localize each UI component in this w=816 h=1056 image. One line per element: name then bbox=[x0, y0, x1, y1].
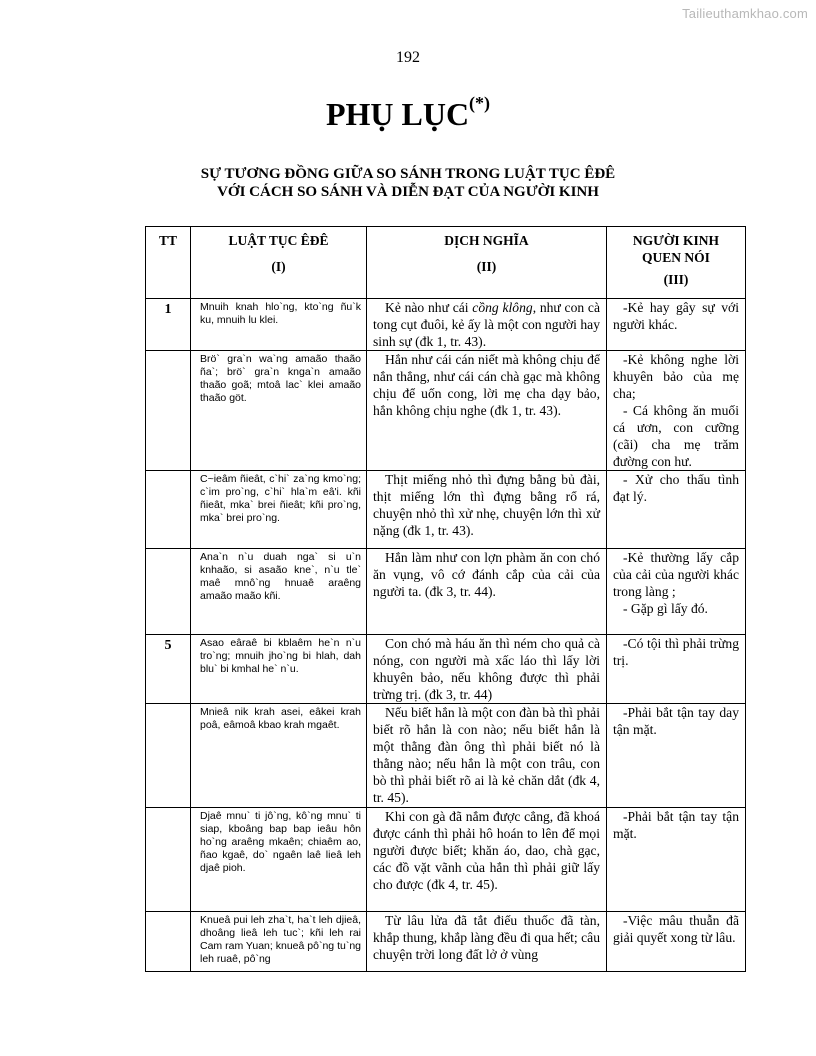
subtitle-line-2: VỚI CÁCH SO SÁNH VÀ DIỄN ĐẠT CỦA NGƯỜI KINH bbox=[217, 184, 599, 200]
row-number bbox=[146, 351, 191, 471]
kinh-phrase: -Phải bắt tận tay day tận mặt. bbox=[613, 705, 739, 737]
kinh-cell bbox=[607, 635, 746, 704]
kinh-phrase: - Gặp gì lấy đó. bbox=[623, 601, 708, 616]
kinh-phrase: -Phải bắt tận tay tận mặt. bbox=[613, 809, 739, 841]
kinh-phrase: -Kẻ không nghe lời khuyên bảo của mẹ cha; bbox=[613, 352, 739, 401]
ede-text: Mnuih knah hlo`ng, kto`ng ñu`k ku, mnuih lu klei. bbox=[191, 299, 367, 351]
translation-text: Khi con gà đã nắm được cẳng, đã khoá được cánh thì phải hô hoán to lên để mọi người được biết; khăn áo, dao, chà gạc, các đồ vặt vãnh của hắn thì phải giữ lấy cho được (đk 4, tr. 45). bbox=[373, 809, 600, 892]
page-number: 192 bbox=[396, 49, 420, 66]
comparison-table bbox=[145, 226, 746, 972]
table-row bbox=[146, 351, 746, 471]
kinh-phrase: -Việc mâu thuẫn đã giải quyết xong từ lâu. bbox=[613, 913, 739, 945]
header-ede bbox=[191, 227, 367, 299]
translation-cell bbox=[367, 635, 607, 704]
kinh-cell bbox=[607, 549, 746, 635]
translation-cell bbox=[367, 704, 607, 808]
subtitle bbox=[0, 165, 816, 201]
kinh-phrase: -Kẻ thường lấy cắp của cải của người khác trong làng ; bbox=[613, 550, 739, 599]
translation-emphasis: cồng klông bbox=[472, 300, 533, 315]
table-row bbox=[146, 471, 746, 549]
title-footnote-mark: (*) bbox=[469, 93, 491, 114]
ede-text: Knueâ pui leh zha`t, ha`t leh djieâ, dhoâng lieâ leh tuc`; kñi leh rai Cam ram Yuan; knueâ pô`ng tu`ng leh ruaê, pô`ng bbox=[191, 912, 367, 972]
translation-cell bbox=[367, 549, 607, 635]
table-row bbox=[146, 808, 746, 912]
kinh-phrase: -Kẻ hay gây sự với người khác. bbox=[613, 300, 739, 332]
translation-text: Từ lâu lửa đã tắt điếu thuốc đã tàn, khắp thung, khắp làng đều đi qua hết; câu chuyện trời long đất lở ở vùng bbox=[373, 913, 600, 962]
kinh-cell bbox=[607, 808, 746, 912]
page-title bbox=[0, 93, 816, 133]
row-number bbox=[146, 808, 191, 912]
kinh-phrase: -Có tội thì phải trừng trị. bbox=[613, 636, 739, 668]
translation-text: Con chó mà háu ăn thì ném cho quả cà nóng, con người mà xấc láo thì lấy lời khuyên bảo, nếu không được thì phải trừng trị. (đk 3, tr. 44) bbox=[373, 636, 600, 702]
kinh-phrase: - Cá không ăn muối cá ươn, con cưỡng (cãi) cha mẹ trăm đường con hư. bbox=[613, 403, 739, 469]
translation-cell bbox=[367, 808, 607, 912]
translation-text: Kẻ nào như cái bbox=[385, 300, 473, 315]
translation-cell bbox=[367, 471, 607, 549]
kinh-cell bbox=[607, 351, 746, 471]
header-dich-label: DỊCH NGHĨA bbox=[444, 233, 529, 248]
ede-text: Mnieâ nik krah asei, eâkei krah poâ, eâmoâ kbao krah mgaêt. bbox=[191, 704, 367, 808]
table-row bbox=[146, 549, 746, 635]
translation-cell bbox=[367, 351, 607, 471]
header-tt-label: TT bbox=[158, 233, 177, 248]
row-number bbox=[146, 912, 191, 972]
translation-cell bbox=[367, 299, 607, 351]
table-header-row bbox=[146, 227, 746, 299]
table-row bbox=[146, 912, 746, 972]
row-number bbox=[146, 704, 191, 808]
translation-text: Hắn như cái cán niết mà không chịu để nắn thẳng, như cái cán chà gạc mà không chịu để uốn cong, lời mẹ cha dạy bảo, hắn không chịu nghe (đk 1, tr. 43). bbox=[373, 352, 600, 418]
translation-text: Hắn làm như con lợn phàm ăn con chó ăn vụng, vô cớ đánh cắp của cải của người ta. (đk 3, tr. 44). bbox=[373, 550, 600, 599]
header-kinh bbox=[607, 227, 746, 299]
ede-text: Ana`n n`u duah nga` si u`n knhaão, si asaão kne`, n`u tle` maê mnô`ng hnuaê araêng amaão maão kñi. bbox=[191, 549, 367, 635]
header-kinh-roman: (III) bbox=[663, 272, 689, 287]
ede-text: Asao eârаê bi kblaêm he`n n`u tro`ng; mnuih jho`ng bi hlah, dah blu` bi kmhal he` n`u. bbox=[191, 635, 367, 704]
watermark: Tailieuthamkhao.com bbox=[682, 6, 808, 21]
translation-text: Thịt miếng nhỏ thì đựng bằng bủ đài, thịt miếng lớn thì đựng bằng rổ rá, chuyện nhỏ thì xử nhẹ, chuyện lớn thì xử nặng (đk 1, tr. 43). bbox=[373, 472, 600, 538]
table-row bbox=[146, 635, 746, 704]
header-dich bbox=[367, 227, 607, 299]
subtitle-line-1: SỰ TƯƠNG ĐỒNG GIỮA SO SÁNH TRONG LUẬT TỤC ÊĐÊ bbox=[200, 166, 616, 182]
kinh-cell bbox=[607, 704, 746, 808]
ede-text: Brö` gra`n wa`ng amaão thaão ña`; brö` gra`n knga`n amaão thaão goã; mtoâ lac` klei amaão thaão göt. bbox=[191, 351, 367, 471]
row-number: 1 bbox=[146, 299, 191, 351]
table-row bbox=[146, 299, 746, 351]
row-number bbox=[146, 549, 191, 635]
header-dich-roman: (II) bbox=[476, 259, 497, 274]
translation-text: Nếu biết hắn là một con đàn bà thì phải biết rõ hắn là con nào; nếu biết hắn là một thằng đàn ông thì phải biết nó là thằng nào; nếu hắn là một con trâu, con bò thì phải biết rõ ai là kẻ chăn dắt (đk 4, tr. 45). bbox=[373, 705, 600, 805]
header-kinh-label: NGƯỜI KINH QUEN NÓI bbox=[632, 233, 720, 265]
title-text: PHỤ LỤC bbox=[325, 96, 470, 132]
translation-cell bbox=[367, 912, 607, 972]
ede-text: Djaê mnu` ti jô`ng, kô`ng mnu` ti siap, kboâng bap bap ieâu hôn ho`ng araêng mkaên; chiaêm ao, ñao kgaê, do` ngaên laê lieâ leh djaê pioh. bbox=[191, 808, 367, 912]
kinh-cell bbox=[607, 471, 746, 549]
kinh-cell bbox=[607, 912, 746, 972]
row-number bbox=[146, 471, 191, 549]
kinh-cell bbox=[607, 299, 746, 351]
header-ede-roman: (I) bbox=[271, 259, 286, 274]
row-number: 5 bbox=[146, 635, 191, 704]
header-tt bbox=[146, 227, 191, 299]
table-row bbox=[146, 704, 746, 808]
translation-text-continued: , như con cà tong cụt đuôi, kẻ ấy là một con người hay sinh sự (đk 1, tr. 43). bbox=[373, 300, 600, 349]
header-ede-label: LUẬT TỤC ÊĐÊ bbox=[228, 233, 329, 248]
table-body bbox=[146, 299, 746, 972]
kinh-phrase: - Xử cho thấu tình đạt lý. bbox=[613, 472, 739, 504]
ede-text: C~ieâm ñieât, c`hi` za`ng kmo`ng; c`im pro`ng, c`hi` hla`m eâ'i. kñi ñieât, mka` brei ñieât; kñi pro`ng, mka` brei pro`ng. bbox=[191, 471, 367, 549]
